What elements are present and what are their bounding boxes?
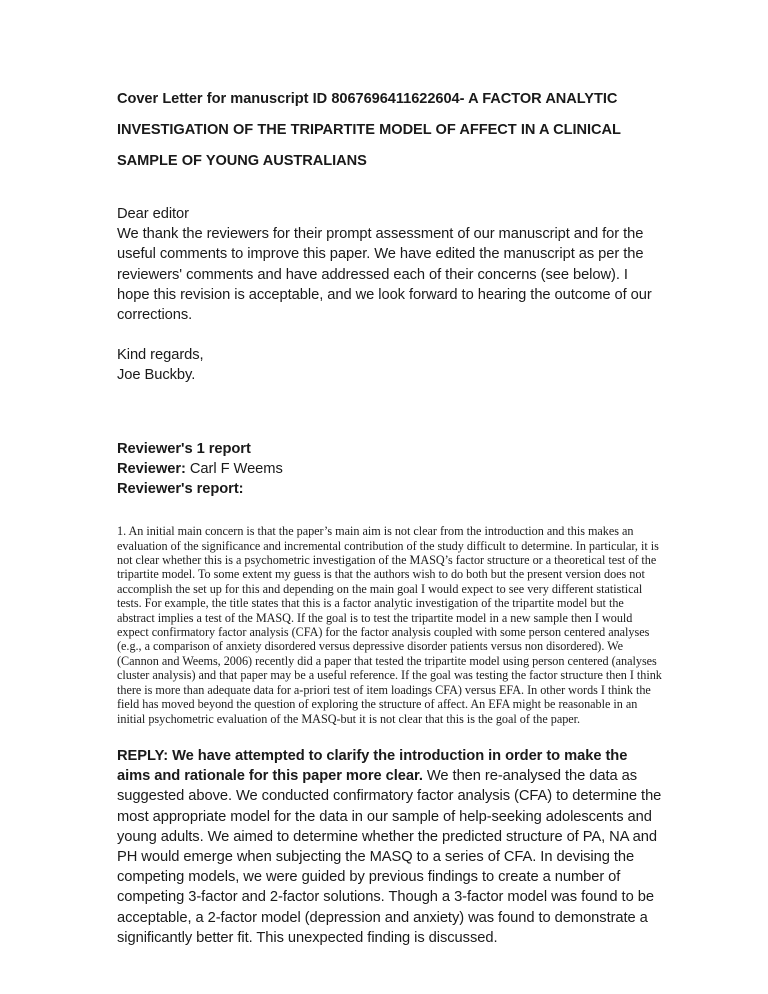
signature-name: Joe Buckby. <box>117 367 196 384</box>
reply-body: We then re-analysed the data as suggested above. We conducted confirmatory factor analysis (CFA) to determine the most appropriate model for the data in our sample of help-seeking adolescents and young adults. We aimed to determine whether the predicted structure of PA, NA and PH would emerge when subjecting the MASQ to a series of CFA. In devising the competing models, we were guided by previous findings to create a number of competing 3-factor and 2-factor solutions. Though a 3-factor model was found to be acceptable, a 2-factor model (depression and anxiety) was found to demonstrate a significantly better fit. This unexpected finding is discussed. <box>117 768 662 946</box>
reviewer-name-line <box>117 459 662 479</box>
page-title: Cover Letter for manuscript ID 8067696411622604- A FACTOR ANALYTIC INVESTIGATION OF THE TRIPARTITE MODEL OF AFFECT IN A CLINICAL SAMPLE OF YOUNG AUSTRALIANS <box>117 91 621 169</box>
reviewer-heading-block <box>117 439 662 500</box>
reviewer-name: Carl F Weems <box>189 460 283 477</box>
signoff-line: Kind regards, <box>117 347 204 364</box>
reviewer-report-heading <box>117 439 662 459</box>
reviewer-comment-text: 1. An initial main concern is that the paper’s main aim is not clear from the introduction and this makes an evaluation of the significance and incremental contribution of the study difficult to determine. In particular, it is not clear whether this is a psychometric investigation of the MASQ’s factor structure or a theoretical test of the tripartite model. To some extent my guess is that the authors wish to do both but the present version does not accomplish the set up for this and depending on the main goal I would expect to see very different statistical tests. For example, the title states that this is a factor analytic investigation of the tripartite model but the abstract implies a test of the MASQ. If the goal is to test the tripartite model in a new sample then I would expect confirmatory factor analysis (CFA) for the factor analysis coupled with some person centered analyses (e.g., a comparison of anxiety disordered versus depressive disorder patients versus non disordered). We (Cannon and Weems, 2006) recently did a paper that tested the tripartite model using person centered (analyses cluster analysis) and that paper may be a useful reference. If the goal was testing the factor structure then I think there is more than adequate data for a-priori test of item loadings CFA) versus EFA. In other words I think the field has moved beyond the question of exploring the structure of affect. An EFA might be reasonable in an initial psychometric evaluation of the MASQ-but it is not clear that this is the goal of the paper. <box>117 524 662 726</box>
signature-block <box>117 345 662 385</box>
reply-emphasis: REPLY: We have attempted to clarify the introduction in order to make the aims and rationale for this paper more clear. <box>117 747 628 785</box>
document-content <box>117 84 662 963</box>
reviewer-report-heading-label: Reviewer's 1 report <box>117 440 251 457</box>
reply-paragraph <box>117 746 662 948</box>
reviewer-report-label: Reviewer's report: <box>117 481 244 498</box>
salutation: Dear editor <box>117 206 189 222</box>
letter-body <box>117 204 662 325</box>
opening-paragraph: We thank the reviewers for their prompt assessment of our manuscript and for the useful comments to improve this paper. We have edited the manuscript as per the reviewers' comments and have addressed each of their concerns (see below). I hope this revision is acceptable, and we look forward to hearing the outcome of our corrections. <box>117 226 652 324</box>
reviewer-label: Reviewer: <box>117 460 186 477</box>
reviewer-report-label-line <box>117 479 662 499</box>
